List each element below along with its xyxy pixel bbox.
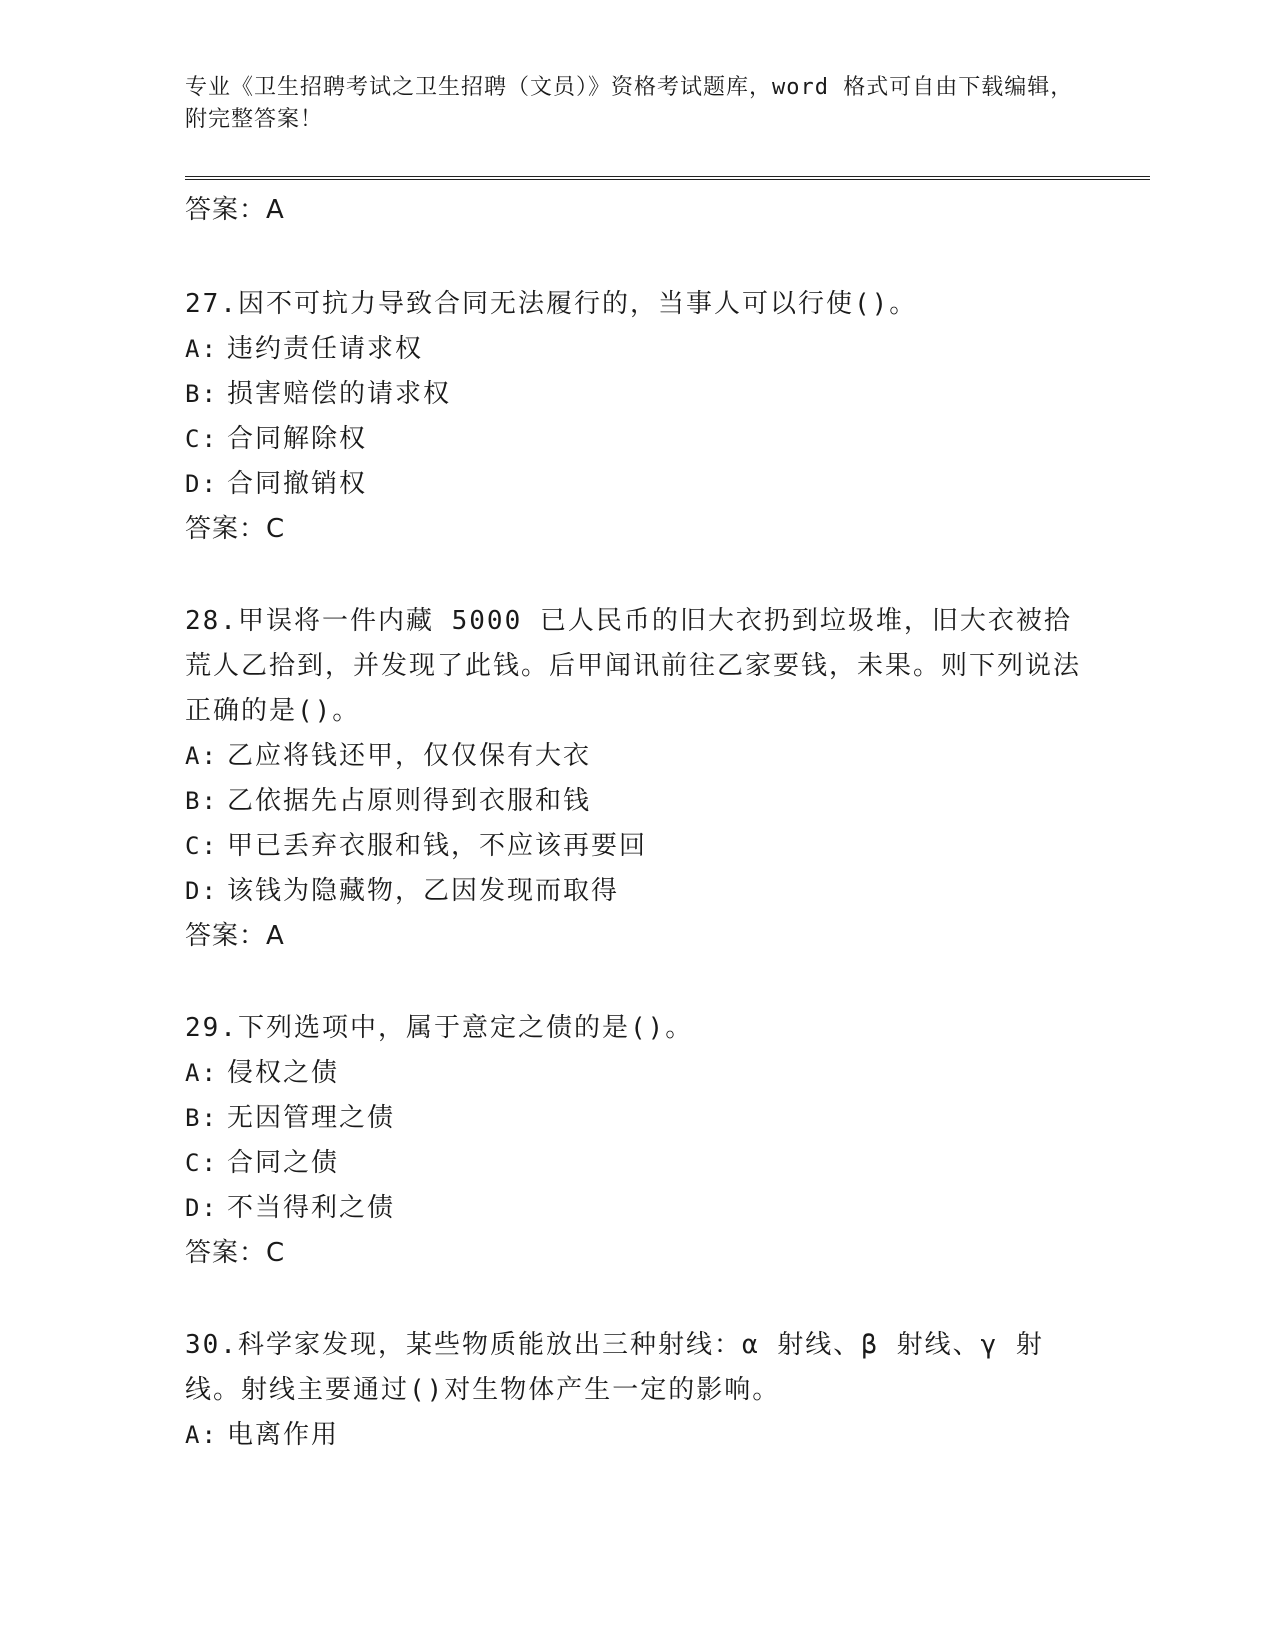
option-c: [185, 824, 1085, 869]
option-text: 无因管理之债: [227, 1103, 396, 1133]
option-text: 合同之债: [227, 1148, 340, 1178]
header-text: 专业《卫生招聘考试之卫生招聘（文员）》资格考试题库，word 格式可自由下载编辑，附完整答案！: [185, 75, 1074, 132]
question-stem: 30.科学家发现，某些物质能放出三种射线：α 射线、β 射线、γ 射线。射线主要通过()对生物体产生一定的影响。: [185, 1330, 1044, 1405]
option-key: B:: [185, 1104, 218, 1132]
option-text: 合同撤销权: [227, 469, 368, 499]
option-text: 该钱为隐藏物，乙因发现而取得: [227, 876, 620, 906]
answer-line: 答案：A: [185, 921, 285, 951]
option-text: 甲已丢弃衣服和钱，不应该再要回: [227, 831, 648, 861]
option-text: 损害赔偿的请求权: [227, 379, 452, 409]
spacer: [185, 1275, 1085, 1323]
option-key: C:: [185, 1149, 218, 1177]
option-text: 侵权之债: [227, 1058, 340, 1088]
option-key: C:: [185, 832, 218, 860]
question-stem: 27.因不可抗力导致合同无法履行的，当事人可以行使()。: [185, 289, 918, 319]
question-block-27: [185, 282, 1085, 551]
answer-line: 答案：C: [185, 1238, 286, 1268]
option-key: B:: [185, 787, 218, 815]
option-key: B:: [185, 380, 218, 408]
question-stem: 29.下列选项中，属于意定之债的是()。: [185, 1013, 694, 1043]
document-header: [185, 72, 1085, 136]
option-key: D:: [185, 1194, 218, 1222]
option-b: [185, 372, 1085, 417]
spacer: [185, 551, 1085, 599]
header-double-rule: [185, 176, 1150, 180]
option-key: A:: [185, 1421, 218, 1449]
option-b: [185, 779, 1085, 824]
question-block-30: [185, 1323, 1085, 1458]
option-a: [185, 1413, 1085, 1458]
option-d: [185, 1186, 1085, 1231]
option-text: 乙应将钱还甲，仅仅保有大衣: [227, 741, 592, 771]
option-d: [185, 462, 1085, 507]
spacer: [185, 234, 1085, 282]
option-b: [185, 1096, 1085, 1141]
question-stem: 28.甲误将一件内藏 5000 已人民币的旧大衣扔到垃圾堆，旧大衣被拾荒人乙拾到，并发现了此钱。后甲闻讯前往乙家要钱，未果。则下列说法正确的是()。: [185, 606, 1082, 726]
option-text: 不当得利之债: [227, 1193, 396, 1223]
option-text: 违约责任请求权: [227, 334, 424, 364]
option-text: 电离作用: [227, 1420, 340, 1450]
option-a: [185, 734, 1085, 779]
answer-line: 答案：A: [185, 195, 285, 225]
spacer: [185, 958, 1085, 1006]
question-block-29: [185, 1006, 1085, 1275]
question-content: [185, 188, 1085, 1458]
question-block-28: [185, 599, 1085, 958]
option-key: D:: [185, 470, 218, 498]
option-d: [185, 869, 1085, 914]
option-a: [185, 327, 1085, 372]
option-key: C:: [185, 425, 218, 453]
option-c: [185, 417, 1085, 462]
option-key: A:: [185, 742, 218, 770]
option-text: 合同解除权: [227, 424, 368, 454]
option-key: A:: [185, 335, 218, 363]
answer-line: 答案：C: [185, 514, 286, 544]
option-c: [185, 1141, 1085, 1186]
option-key: A:: [185, 1059, 218, 1087]
option-a: [185, 1051, 1085, 1096]
option-text: 乙依据先占原则得到衣服和钱: [227, 786, 592, 816]
option-key: D:: [185, 877, 218, 905]
